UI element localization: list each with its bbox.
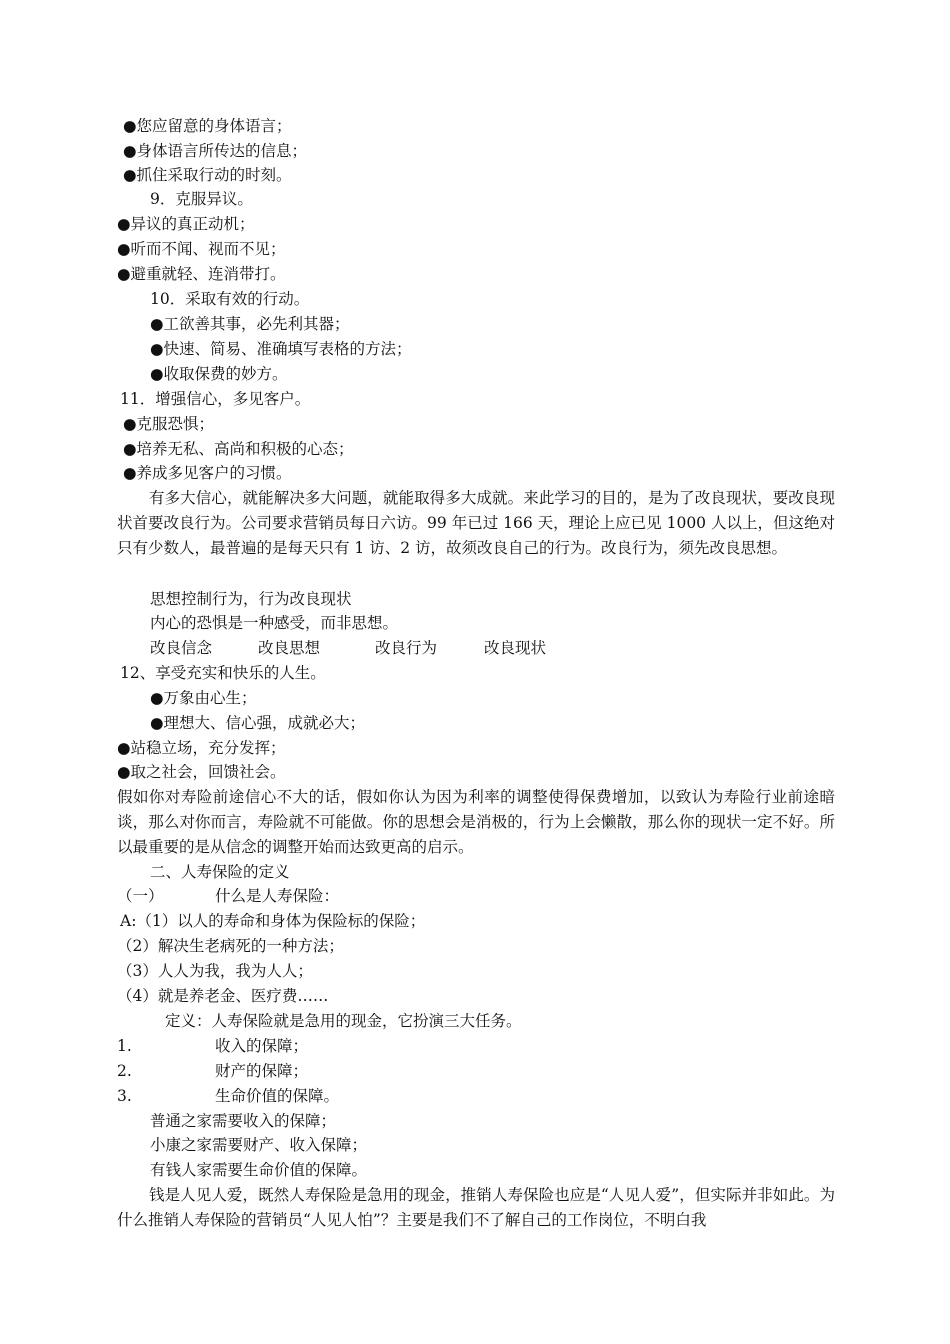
text-line: （3）人人为我，我为人人；: [117, 962, 313, 980]
list-item: 生命价值的保障。: [215, 1087, 340, 1105]
text-line: ●身体语言所传达的信息；: [123, 142, 308, 160]
text-line: ●异议的真正动机；: [117, 215, 255, 233]
section-heading: 12、享受充实和快乐的人生。: [120, 664, 326, 682]
text-line: 普通之家需要收入的保障；: [150, 1112, 337, 1130]
section-heading: 10．采取有效的行动。: [150, 290, 310, 308]
text-line: 内心的恐惧是一种感受，而非思想。: [150, 614, 399, 632]
text-line: ●收取保费的妙方。: [150, 365, 288, 383]
list-number: 2.: [117, 1062, 132, 1080]
text-line: ●听而不闻、视而不见；: [117, 240, 286, 258]
text-line: 有钱人家需要生命价值的保障。: [150, 1161, 368, 1179]
text-line: ●您应留意的身体语言；: [123, 117, 292, 135]
list-number: 1.: [117, 1037, 132, 1055]
text-line: ●快速、简易、准确填写表格的方法；: [150, 340, 412, 358]
section-heading: 9．克服异议。: [150, 190, 253, 208]
text-line: （4）就是养老金、医疗费……: [117, 987, 329, 1005]
paragraph: 有多大信心，就能解决多大问题，就能取得多大成就。来此学习的目的，是为了改良现状，要改良现状首要改良行为。公司要求营销员每日六访。99 年已过 166 天，理论上应已见 1000 人以上，但这绝对只有少数人，最普遍的是每天只有 1 访、2 访，故须改良自己的行为。改良行为，须先改良思想。: [117, 489, 835, 557]
list-number: 3.: [117, 1087, 132, 1105]
section-heading: 11．增强信心，多见客户。: [120, 390, 311, 408]
text-line: ●理想大、信心强，成就必大；: [150, 714, 366, 732]
list-item: 财产的保障；: [215, 1062, 309, 1080]
text-line: ●站稳立场，充分发挥；: [117, 739, 286, 757]
text-line: 思想控制行为，行为改良现状: [150, 590, 352, 608]
text-line: ●取之社会，回馈社会。: [117, 763, 286, 781]
list-item: 收入的保障；: [215, 1037, 309, 1055]
text-line: 改良思想: [258, 639, 321, 657]
text-line: 改良现状: [484, 639, 547, 657]
text-line: （一）: [117, 887, 164, 905]
text-line: 小康之家需要财产、收入保障；: [150, 1136, 368, 1154]
text-line: 什么是人寿保险：: [215, 887, 340, 905]
text-line: A:（1）以人的寿命和身体为保险标的保险；: [120, 912, 426, 930]
text-line: ●避重就轻、连消带打。: [117, 265, 286, 283]
text-line: 改良信念: [150, 639, 213, 657]
text-line: 改良行为: [375, 639, 438, 657]
paragraph: 假如你对寿险前途信心不大的话，假如你认为因为利率的调整使得保费增加，以致认为寿险行业前途暗谈，那么对你而言，寿险就不可能做。你的思想会是消极的，行为上会懒散，那么你的现状一定不好。所以最重要的是从信念的调整开始而达致更高的启示。: [117, 788, 835, 856]
text-line: ●养成多见客户的习惯。: [123, 464, 292, 482]
paragraph: 钱是人见人爱，既然人寿保险是急用的现金，推销人寿保险也应是“人见人爱”，但实际并非如此。为什么推销人寿保险的营销员“人见人怕”？主要是我们不了解自己的工作岗位，不明白我: [117, 1186, 835, 1229]
text-line: ●克服恐惧；: [123, 415, 215, 433]
text-line: ●抓住采取行动的时刻。: [123, 166, 292, 184]
text-line: ●工欲善其事，必先利其器；: [150, 315, 350, 333]
text-line: ●培养无私、高尚和积极的心态；: [123, 440, 354, 458]
text-line: 定义：人寿保险就是急用的现金，它扮演三大任务。: [165, 1012, 522, 1030]
section-heading: 二、人寿保险的定义: [150, 863, 290, 881]
text-line: （2）解决生老病死的一种方法；: [117, 937, 344, 955]
text-line: ●万象由心生；: [150, 689, 257, 707]
